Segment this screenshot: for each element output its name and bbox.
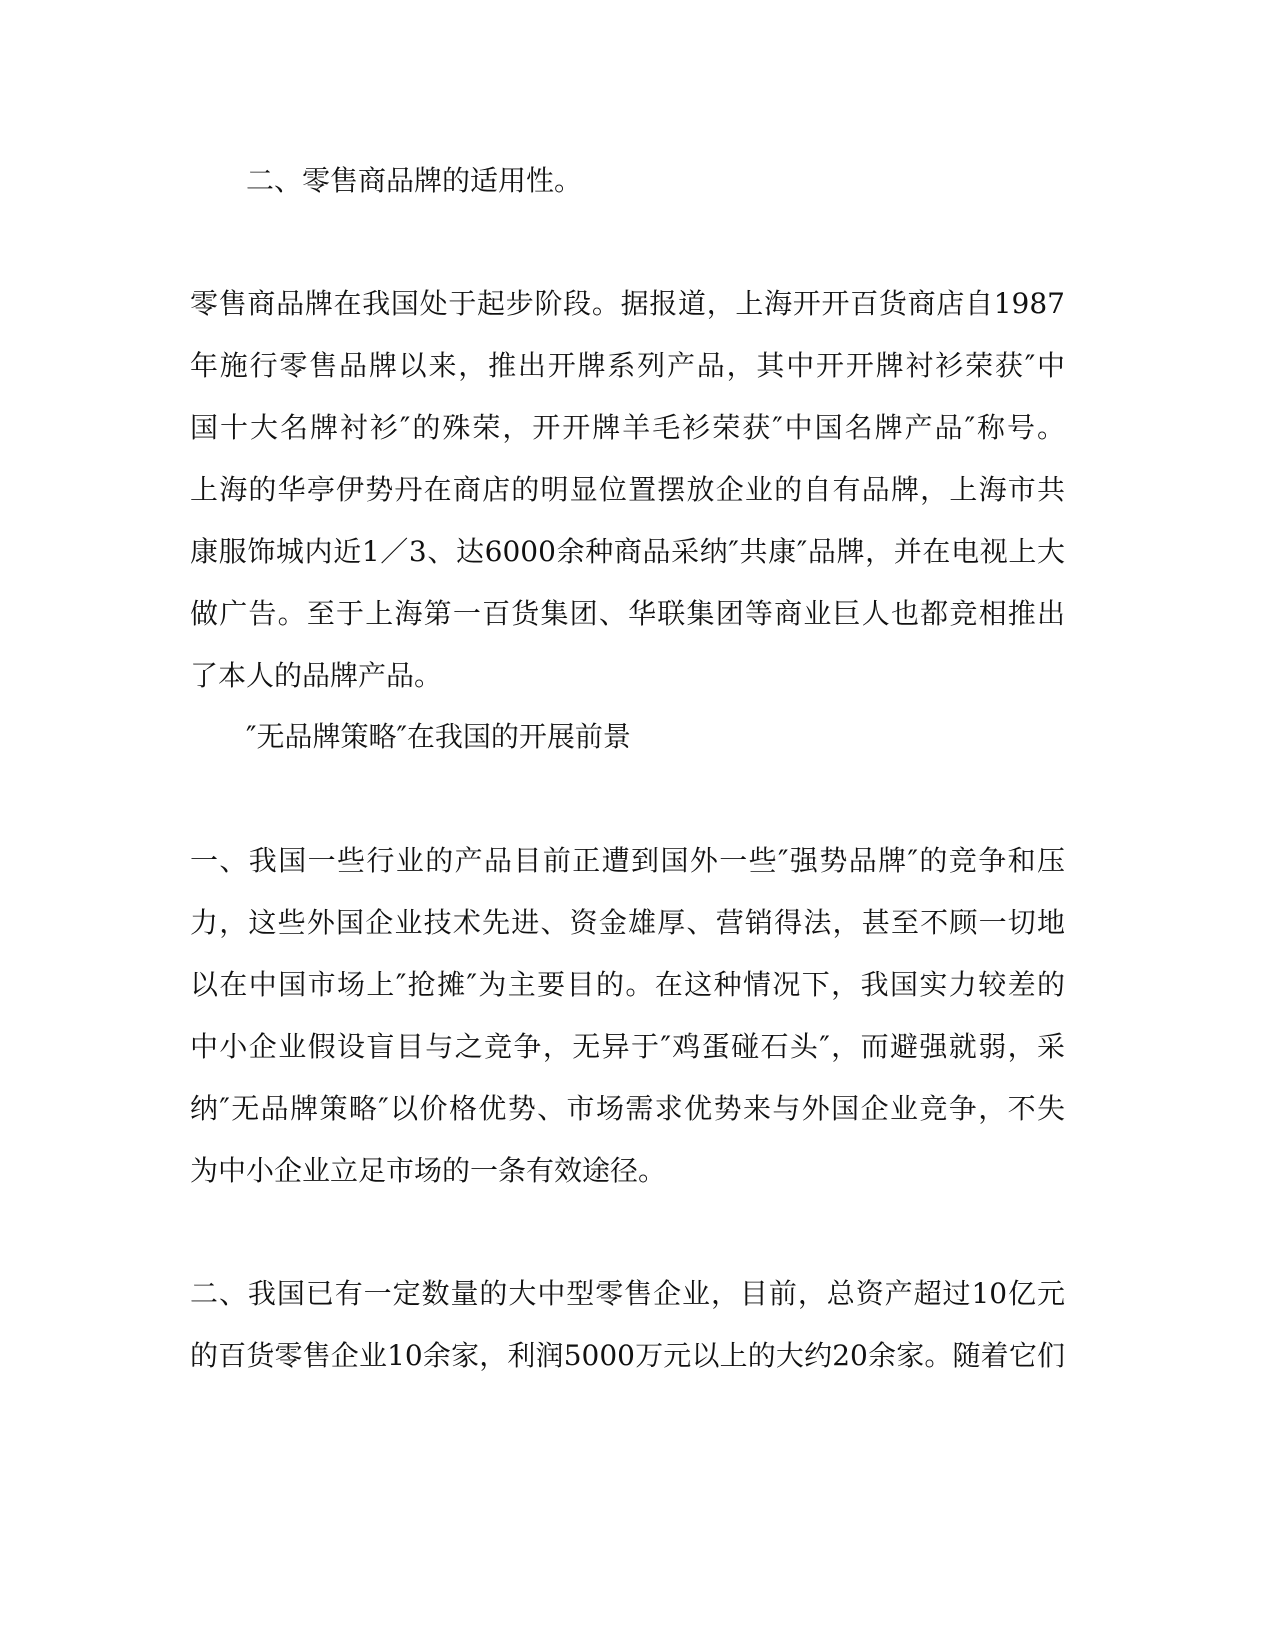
paragraph-line: 年施行零售品牌以来，推出开牌系列产品，其中开开牌衬衫荣获″中 <box>190 349 1065 382</box>
section-heading: 二、零售商品牌的适用性。 <box>246 164 583 197</box>
paragraph-line: 中小企业假设盲目与之竞争，无异于″鸡蛋碰石头″，而避强就弱，采 <box>190 1030 1065 1063</box>
paragraph-line: 的百货零售企业10余家，利润5000万元以上的大约20余家。随着它们 <box>190 1339 1065 1372</box>
paragraph-line: 纳″无品牌策略″以价格优势、市场需求优势来与外国企业竞争，不失 <box>190 1092 1065 1125</box>
paragraph-line: 以在中国市场上″抢摊″为主要目的。在这种情况下，我国实力较差的 <box>190 968 1065 1001</box>
paragraph-line: 康服饰城内近1／3、达6000余种商品采纳″共康″品牌，并在电视上大 <box>190 535 1065 568</box>
section-heading: ″无品牌策略″在我国的开展前景 <box>246 720 631 753</box>
paragraph-line: 零售商品牌在我国处于起步阶段。据报道，上海开开百货商店自1987 <box>190 287 1065 320</box>
paragraph-line: 力，这些外国企业技术先进、资金雄厚、营销得法，甚至不顾一切地 <box>190 906 1065 939</box>
paragraph-line: 一、我国一些行业的产品目前正遭到国外一些″强势品牌″的竞争和压 <box>190 844 1065 877</box>
paragraph-line: 二、我国已有一定数量的大中型零售企业，目前，总资产超过10亿元 <box>190 1277 1065 1310</box>
paragraph-line: 了本人的品牌产品。 <box>190 659 443 692</box>
paragraph-line: 做广告。至于上海第一百货集团、华联集团等商业巨人也都竞相推出 <box>190 597 1065 630</box>
paragraph-line: 上海的华亭伊势丹在商店的明显位置摆放企业的自有品牌，上海市共 <box>190 473 1065 506</box>
paragraph-line: 国十大名牌衬衫″的殊荣，开开牌羊毛衫荣获″中国名牌产品″称号。 <box>190 411 1065 444</box>
paragraph-line: 为中小企业立足市场的一条有效途径。 <box>190 1154 667 1187</box>
